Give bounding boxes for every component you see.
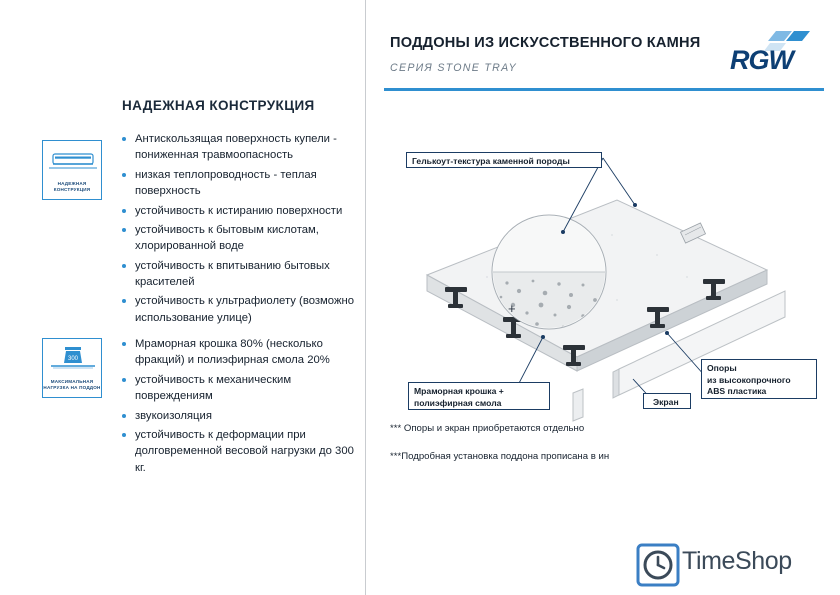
icon-caption-line1: МАКСИМАЛЬНАЯ: [50, 378, 94, 384]
icon-caption-line2: НАГРУЗКА НА ПОДДОН: [43, 385, 101, 391]
tray-profile-icon: [43, 147, 101, 173]
header-title: ПОДДОНЫ ИЗ ИСКУССТВЕННОГО КАМНЯ: [390, 35, 701, 51]
watermark: [634, 541, 830, 587]
list-item: звукоизоляция: [122, 408, 354, 424]
list-item: устойчивость к ультрафиолету (возможно использование улице): [122, 293, 362, 326]
left-panel: [0, 0, 366, 595]
icon-caption: [43, 181, 101, 194]
callout-supports-line3: ABS пластика: [707, 386, 767, 397]
callout-marble-label: [414, 386, 550, 409]
watermark-text: TimeShop: [682, 547, 792, 575]
logo-text: RGW: [730, 45, 793, 75]
callout-marble-line1: Мраморная крошка +: [414, 386, 504, 396]
callout-supports-line2: из высокопрочного: [707, 374, 791, 385]
svg-text:300: 300: [67, 356, 79, 362]
callout-marble-line2: полиэфирная смола: [414, 397, 502, 408]
product-illustration: [367, 95, 840, 455]
list-item: Антискользящая поверхность купели - пониженная травмоопасность: [122, 131, 362, 164]
callout-supports-label: [707, 363, 817, 398]
header-subtitle: СЕРИЯ STONE TRAY: [390, 62, 518, 74]
header-divider: [384, 88, 824, 91]
callout-supports-line1: Опоры: [707, 363, 737, 373]
feature-list-construction: [122, 131, 362, 329]
page-title: НАДЕЖНАЯ КОНСТРУКЦИЯ: [122, 98, 315, 113]
list-item: устойчивость к механическим повреждениям: [122, 372, 354, 405]
screen-end-piece: [573, 389, 583, 421]
list-item: устойчивость к бытовым кислотам, хлорированной воде: [122, 222, 362, 255]
footnote-1: *** Опоры и экран приобретаются отдельно: [390, 423, 585, 434]
icon-caption-line2: КОНСТРУКЦИЯ: [53, 187, 91, 193]
list-item: устойчивость к истиранию поверхности: [122, 203, 362, 219]
max-load-icon: [42, 338, 102, 398]
clock-icon: [636, 543, 680, 587]
zoom-plus-icon: +: [508, 301, 516, 316]
footnote-2: ***Подробная установка поддона прописана в ин: [390, 451, 610, 462]
rgw-logo: [730, 33, 822, 75]
icon-caption: [43, 379, 101, 392]
callout-texture-label: Гелькоут-текстура каменной породы: [412, 156, 570, 166]
list-item: устойчивость к деформации при долговременной весовой нагрузки до 300 кг.: [122, 427, 354, 476]
right-panel: [367, 0, 840, 595]
feature-list-material: [122, 336, 354, 479]
list-item: Мраморная крошка 80% (несколько фракций) и полиэфирная смола 20%: [122, 336, 354, 369]
icon-caption-line1: НАДЕЖНАЯ: [57, 180, 87, 186]
reliable-construction-icon: [42, 140, 102, 200]
list-item: устойчивость к впитыванию бытовых красителей: [122, 258, 362, 291]
weight-icon: [43, 345, 101, 371]
list-item: низкая теплопроводность - теплая поверхность: [122, 167, 362, 200]
callout-screen-label: Экран: [653, 397, 679, 407]
